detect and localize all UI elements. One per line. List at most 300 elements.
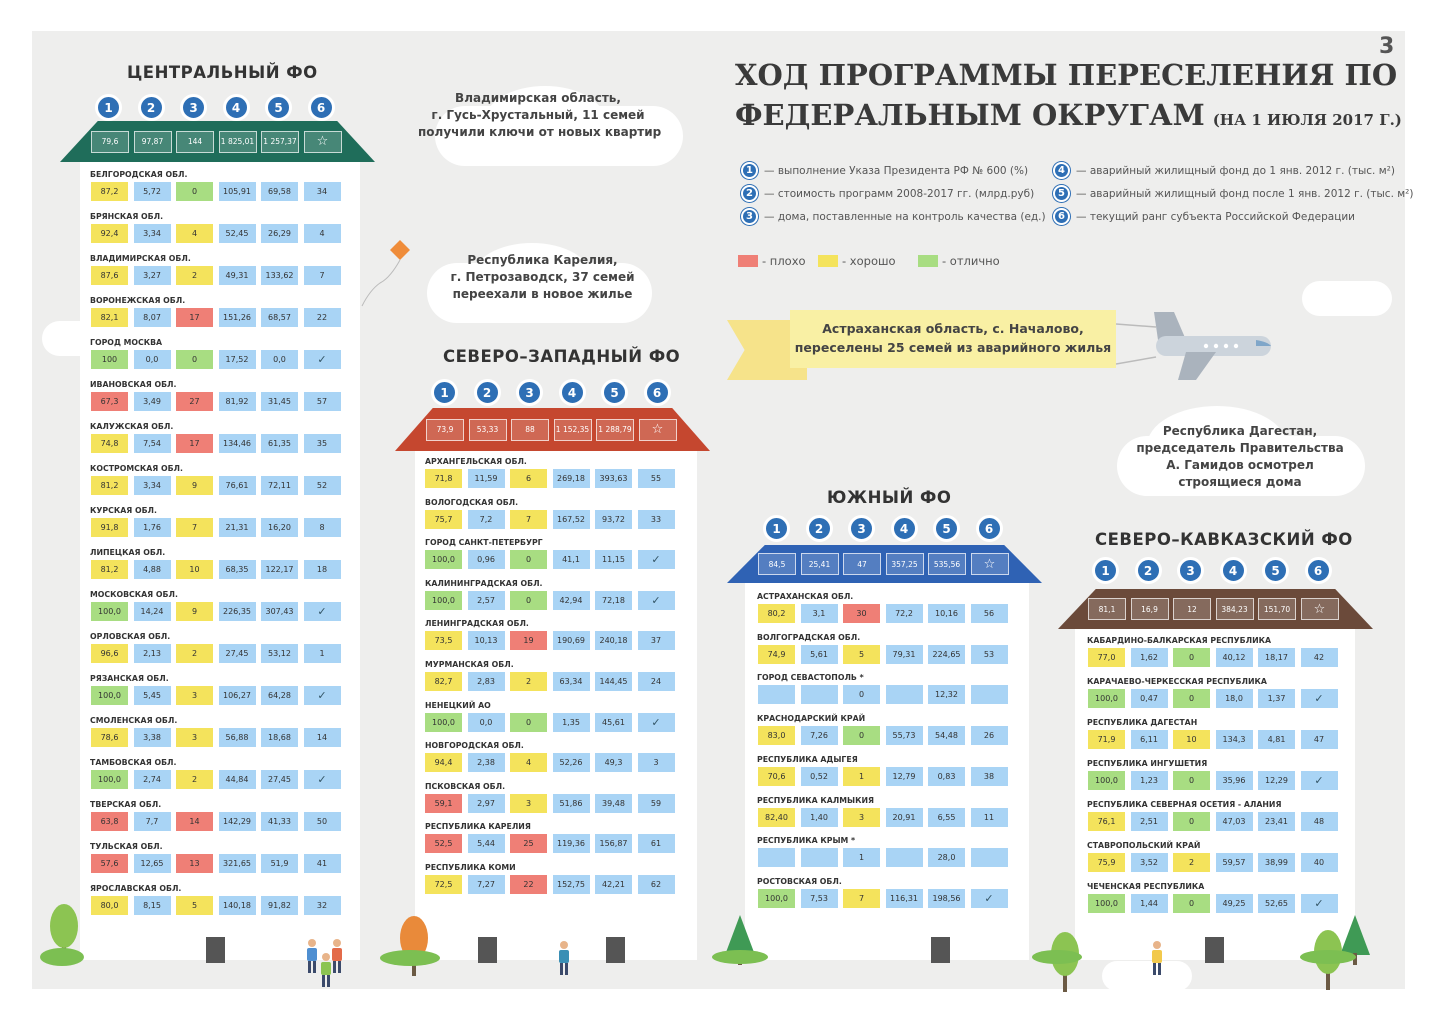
region-value: 7,7 — [133, 811, 172, 832]
region-name: МУРМАНСКАЯ ОБЛ. — [425, 660, 514, 669]
region-value — [800, 684, 839, 705]
checkmark-icon: ✓ — [303, 769, 342, 790]
region-value: 91,8 — [90, 517, 129, 538]
region-value: 321,65 — [218, 853, 257, 874]
bush-decoration — [380, 950, 440, 966]
region-value: 76,1 — [1087, 811, 1126, 832]
column-number-badge: 4 — [1220, 557, 1247, 584]
checkmark-icon: ✓ — [303, 685, 342, 706]
region-value: 41 — [303, 853, 342, 874]
rating-label: - плохо — [762, 254, 806, 268]
region-value: 0 — [1172, 811, 1211, 832]
region-value: 80,0 — [90, 895, 129, 916]
region-value — [885, 684, 924, 705]
region-value: 62 — [637, 874, 676, 895]
region-value: 31,45 — [260, 391, 299, 412]
district-title: СЕВЕРО–ЗАПАДНЫЙ ФО — [443, 347, 681, 366]
region-value: 3,34 — [133, 223, 172, 244]
region-value: 2 — [175, 265, 214, 286]
district-total: 84,5 — [758, 553, 796, 575]
region-value: 49,3 — [594, 752, 633, 773]
region-value: 11 — [970, 807, 1009, 828]
region-value: 7 — [303, 265, 342, 286]
region-name: КАБАРДИНО-БАЛКАРСКАЯ РЕСПУБЛИКА — [1087, 636, 1272, 645]
region-value: 119,36 — [552, 833, 591, 854]
region-value: 77,0 — [1087, 647, 1126, 668]
region-value: 55 — [637, 468, 676, 489]
district-total: 53,33 — [469, 419, 507, 441]
region-name: ТУЛЬСКАЯ ОБЛ. — [90, 842, 163, 851]
column-number-badge: 4 — [559, 379, 586, 406]
region-value: 92,4 — [90, 223, 129, 244]
region-value: 27 — [175, 391, 214, 412]
region-value: 151,26 — [218, 307, 257, 328]
cloud-line: получили ключи от новых квартир — [418, 125, 662, 139]
region-name: ГОРОД САНКТ-ПЕТЕРБУРГ — [425, 538, 543, 548]
district-total: 535,56 — [928, 553, 966, 575]
region-name: БЕЛГОРОДСКАЯ ОБЛ. — [90, 170, 188, 179]
column-number-badge: 2 — [474, 379, 501, 406]
child-icon — [319, 952, 333, 988]
region-value: 7,53 — [800, 888, 839, 909]
region-name: КОСТРОМСКАЯ ОБЛ. — [90, 464, 183, 473]
region-value: 72,18 — [594, 590, 633, 611]
region-value: 48 — [1300, 811, 1339, 832]
checkmark-icon: ✓ — [303, 601, 342, 622]
region-value: 0 — [842, 725, 881, 746]
region-value: 3,1 — [800, 603, 839, 624]
legend-item — [1053, 185, 1413, 202]
title-line2-text: ФЕДЕРАЛЬНЫМ ОКРУГАМ — [735, 98, 1205, 132]
region-value: 0 — [1172, 688, 1211, 709]
region-name: ЛЕНИНГРАДСКАЯ ОБЛ. — [425, 619, 529, 629]
region-value: 1,62 — [1130, 647, 1169, 668]
checkmark-icon: ✓ — [303, 349, 342, 370]
legend-item — [741, 208, 1046, 225]
region-value — [970, 847, 1009, 868]
region-value: 11,59 — [467, 468, 506, 489]
legend-number-badge: 1 — [741, 162, 758, 179]
region-value: 39,48 — [594, 793, 633, 814]
region-value: 4 — [509, 752, 548, 773]
region-value: 47 — [1300, 729, 1339, 750]
region-value: 1,76 — [133, 517, 172, 538]
district-total: 47 — [843, 553, 881, 575]
region-value — [757, 847, 796, 868]
region-value: 2,83 — [467, 671, 506, 692]
region-value: 0,0 — [260, 349, 299, 370]
district-total: 1 257,37 — [261, 131, 299, 153]
column-number-badge: 5 — [933, 515, 960, 542]
column-number-badge: 4 — [223, 94, 250, 121]
cloud-line: г. Гусь-Хрустальный, 11 семей — [431, 108, 645, 122]
region-value: 152,75 — [552, 874, 591, 895]
region-value: 79,31 — [885, 644, 924, 665]
column-number-badge: 5 — [601, 379, 628, 406]
cloud-line: Республика Дагестан, — [1162, 424, 1318, 438]
region-value: 105,91 — [218, 181, 257, 202]
region-value: 47,03 — [1215, 811, 1254, 832]
region-value: 2,38 — [467, 752, 506, 773]
region-value: 68,35 — [218, 559, 257, 580]
district-total: 1 288,79 — [596, 419, 634, 441]
region-value: 25 — [509, 833, 548, 854]
star-icon: ☆ — [304, 131, 342, 153]
district-total: 144 — [176, 131, 214, 153]
region-value: 0 — [1172, 893, 1211, 914]
region-value: 19 — [509, 630, 548, 651]
district-total: 88 — [511, 419, 549, 441]
region-value: 100,0 — [424, 712, 463, 733]
star-icon: ☆ — [1301, 598, 1339, 620]
airplane-icon — [1116, 312, 1276, 382]
region-value: 14 — [303, 727, 342, 748]
column-number-badge: 4 — [891, 515, 918, 542]
region-value: 81,2 — [90, 475, 129, 496]
region-value: 5 — [175, 895, 214, 916]
region-value: 100,0 — [1087, 893, 1126, 914]
column-number-badge: 2 — [138, 94, 165, 121]
region-name: РЕСПУБЛИКА КОМИ — [425, 863, 516, 872]
decor-cloud — [1102, 961, 1192, 989]
bush-decoration — [40, 948, 84, 966]
legend-label: — дома, поставленные на контроль качества (ед.) — [764, 210, 1046, 223]
region-value: 45,61 — [594, 712, 633, 733]
region-value: 69,58 — [260, 181, 299, 202]
region-name: РЕСПУБЛИКА ДАГЕСТАН — [1087, 718, 1198, 727]
region-name: СМОЛЕНСКАЯ ОБЛ. — [90, 716, 178, 725]
region-value: 83,0 — [757, 725, 796, 746]
region-value: 3,52 — [1130, 852, 1169, 873]
region-value: 18 — [303, 559, 342, 580]
region-value: 8,15 — [133, 895, 172, 916]
region-name: ВОРОНЕЖСКАЯ ОБЛ. — [90, 296, 186, 305]
legend-number-badge: 4 — [1053, 162, 1070, 179]
bush-decoration — [712, 950, 768, 964]
region-value: 71,9 — [1087, 729, 1126, 750]
column-number-badge: 3 — [516, 379, 543, 406]
region-name: КАРАЧАЕВО-ЧЕРКЕССКАЯ РЕСПУБЛИКА — [1087, 677, 1267, 686]
region-name: РЕСПУБЛИКА КАРЕЛИЯ — [425, 822, 531, 832]
region-value: 42,94 — [552, 590, 591, 611]
region-value: 91,82 — [260, 895, 299, 916]
region-value: 82,40 — [757, 807, 796, 828]
region-value: 26 — [970, 725, 1009, 746]
star-icon: ☆ — [639, 419, 677, 441]
region-value: 18,68 — [260, 727, 299, 748]
region-value: 5 — [842, 644, 881, 665]
region-value — [970, 684, 1009, 705]
region-value: 27,45 — [260, 769, 299, 790]
region-value: 52 — [303, 475, 342, 496]
region-value: 3 — [509, 793, 548, 814]
region-value: 0,47 — [1130, 688, 1169, 709]
region-value: 0 — [842, 684, 881, 705]
region-value: 17 — [175, 433, 214, 454]
region-value: 38,99 — [1257, 852, 1296, 873]
region-name: АСТРАХАНСКАЯ ОБЛ. — [757, 592, 854, 601]
region-value: 7,2 — [467, 509, 506, 530]
region-value: 2,97 — [467, 793, 506, 814]
region-name: КУРСКАЯ ОБЛ. — [90, 506, 157, 515]
checkmark-icon: ✓ — [1300, 893, 1339, 914]
legend-label: — выполнение Указа Президента РФ № 600 (%) — [764, 164, 1029, 177]
checkmark-icon: ✓ — [637, 549, 676, 570]
region-value: 53,12 — [260, 643, 299, 664]
column-number-badge: 5 — [1262, 557, 1289, 584]
checkmark-icon: ✓ — [1300, 688, 1339, 709]
checkmark-icon: ✓ — [970, 888, 1009, 909]
decor-cloud — [1302, 281, 1392, 316]
region-value: 2,51 — [1130, 811, 1169, 832]
region-value: 2 — [509, 671, 548, 692]
region-value: 190,69 — [552, 630, 591, 651]
region-name: КАЛУЖСКАЯ ОБЛ. — [90, 422, 174, 431]
region-name: ГОРОД СЕВАСТОПОЛЬ * — [757, 673, 864, 683]
district-title: ЦЕНТРАЛЬНЫЙ ФО — [127, 63, 318, 82]
region-value: 71,8 — [424, 468, 463, 489]
region-name: РЕСПУБЛИКА СЕВЕРНАЯ ОСЕТИЯ - АЛАНИЯ — [1087, 800, 1282, 809]
region-value: 96,6 — [90, 643, 129, 664]
person-icon — [557, 940, 571, 976]
region-name: ПСКОВСКАЯ ОБЛ. — [425, 781, 506, 791]
district-total: 1 825,01 — [219, 131, 257, 153]
region-value: 72,5 — [424, 874, 463, 895]
region-value: 40,12 — [1215, 647, 1254, 668]
cloud-line: переехали в новое жилье — [452, 287, 633, 301]
region-value: 0,0 — [133, 349, 172, 370]
region-value: 2,74 — [133, 769, 172, 790]
region-name: РЕСПУБЛИКА АДЫГЕЯ — [757, 754, 858, 764]
region-value: 100,0 — [1087, 688, 1126, 709]
cloud-line: председатель Правительства — [1136, 441, 1344, 455]
region-value: 3 — [175, 685, 214, 706]
region-value: 100,0 — [424, 590, 463, 611]
region-value: 50 — [303, 811, 342, 832]
region-value: 21,31 — [218, 517, 257, 538]
cloud-text-karelia — [430, 252, 655, 303]
building-door — [1205, 937, 1224, 963]
region-value: 0 — [175, 181, 214, 202]
region-value: 44,84 — [218, 769, 257, 790]
title-date: (НА 1 ИЮЛЯ 2017 Г.) — [1212, 111, 1402, 129]
region-value: 100,0 — [757, 888, 796, 909]
region-value: 57 — [303, 391, 342, 412]
region-name: БРЯНСКАЯ ОБЛ. — [90, 212, 164, 221]
region-value: 16,20 — [260, 517, 299, 538]
region-value: 307,43 — [260, 601, 299, 622]
region-value: 53 — [970, 644, 1009, 665]
district-total: 79,6 — [91, 131, 129, 153]
banner-line: Астраханская область, с. Началово, — [822, 321, 1084, 336]
district-total: 151,70 — [1258, 598, 1296, 620]
region-value: 23,41 — [1257, 811, 1296, 832]
checkmark-icon: ✓ — [637, 590, 676, 611]
region-value: 12,65 — [133, 853, 172, 874]
region-value: 0 — [509, 712, 548, 733]
region-value: 7 — [509, 509, 548, 530]
region-value: 55,73 — [885, 725, 924, 746]
region-value: 106,27 — [218, 685, 257, 706]
tree-icon — [394, 914, 434, 976]
bush-decoration — [1032, 950, 1082, 964]
region-value: 59,1 — [424, 793, 463, 814]
region-value: 0,52 — [800, 766, 839, 787]
cloud-line: А. Гамидов осмотрел — [1166, 458, 1314, 472]
region-value: 63,34 — [552, 671, 591, 692]
region-value: 52,26 — [552, 752, 591, 773]
region-value: 74,8 — [90, 433, 129, 454]
legend-label: — аварийный жилищный фонд после 1 янв. 2012 г. (тыс. м²) — [1076, 187, 1414, 200]
region-value: 5,61 — [800, 644, 839, 665]
region-value: 7 — [842, 888, 881, 909]
district-title: СЕВЕРО–КАВКАЗСКИЙ ФО — [1095, 530, 1353, 549]
column-number-badge: 6 — [976, 515, 1003, 542]
legend-number-badge: 6 — [1053, 208, 1070, 225]
region-value: 140,18 — [218, 895, 257, 916]
region-value: 12,79 — [885, 766, 924, 787]
region-value: 0 — [175, 349, 214, 370]
cloud-line: строящиеся дома — [1178, 475, 1302, 489]
region-value: 100,0 — [90, 769, 129, 790]
region-name: ТАМБОВСКАЯ ОБЛ. — [90, 758, 177, 767]
cloud-line: Владимирская область, — [455, 91, 621, 105]
region-value: 14 — [175, 811, 214, 832]
region-value: 61 — [637, 833, 676, 854]
region-value: 142,29 — [218, 811, 257, 832]
region-name: ВОЛГОГРАДСКАЯ ОБЛ. — [757, 632, 861, 642]
region-value: 17 — [175, 307, 214, 328]
region-value: 2,57 — [467, 590, 506, 611]
region-value: 28,0 — [927, 847, 966, 868]
region-value: 12,29 — [1257, 770, 1296, 791]
region-value: 10,16 — [927, 603, 966, 624]
column-number-badge: 3 — [848, 515, 875, 542]
column-number-badge: 3 — [180, 94, 207, 121]
region-value: 41,1 — [552, 549, 591, 570]
checkmark-icon: ✓ — [637, 712, 676, 733]
district-total: 12 — [1173, 598, 1211, 620]
region-value: 9 — [175, 475, 214, 496]
banner-line: переселены 25 семей из аварийного жилья — [794, 340, 1112, 355]
column-number-badge: 6 — [1305, 557, 1332, 584]
region-value: 64,28 — [260, 685, 299, 706]
building-door — [478, 937, 497, 963]
rating-swatch — [818, 254, 896, 268]
region-name: РЕСПУБЛИКА КРЫМ * — [757, 836, 856, 846]
region-value: 240,18 — [594, 630, 633, 651]
legend-number-badge: 2 — [741, 185, 758, 202]
region-value: 100,0 — [90, 601, 129, 622]
region-value: 7,54 — [133, 433, 172, 454]
region-value: 51,9 — [260, 853, 299, 874]
region-value: 75,9 — [1087, 852, 1126, 873]
legend-item — [1053, 162, 1395, 179]
region-value: 0,0 — [467, 712, 506, 733]
region-value: 72,2 — [885, 603, 924, 624]
region-value: 17,52 — [218, 349, 257, 370]
region-value: 26,29 — [260, 223, 299, 244]
region-value: 42 — [1300, 647, 1339, 668]
region-name: ЛИПЕЦКАЯ ОБЛ. — [90, 548, 166, 557]
region-value: 3,49 — [133, 391, 172, 412]
legend-number-badge: 5 — [1053, 185, 1070, 202]
region-value: 72,11 — [260, 475, 299, 496]
region-name: КАЛИНИНГРАДСКАЯ ОБЛ. — [425, 578, 543, 588]
region-value: 134,46 — [218, 433, 257, 454]
region-value: 7 — [175, 517, 214, 538]
region-value: 18,17 — [1257, 647, 1296, 668]
legend-item — [741, 162, 1028, 179]
region-value — [885, 847, 924, 868]
region-value: 22 — [509, 874, 548, 895]
region-value: 61,35 — [260, 433, 299, 454]
region-value: 7,26 — [800, 725, 839, 746]
region-value: 10 — [175, 559, 214, 580]
region-value: 52,65 — [1257, 893, 1296, 914]
region-value: 54,48 — [927, 725, 966, 746]
district-total: 357,25 — [886, 553, 924, 575]
region-value: 224,65 — [927, 644, 966, 665]
region-name: НОВГОРОДСКАЯ ОБЛ. — [425, 741, 524, 751]
region-value: 8 — [303, 517, 342, 538]
region-value: 70,6 — [757, 766, 796, 787]
region-value: 3 — [175, 727, 214, 748]
region-value: 0 — [509, 549, 548, 570]
column-number-badge: 1 — [763, 515, 790, 542]
region-name: ИВАНОВСКАЯ ОБЛ. — [90, 380, 177, 389]
region-value: 2,13 — [133, 643, 172, 664]
region-value: 4,88 — [133, 559, 172, 580]
region-value: 40 — [1300, 852, 1339, 873]
region-value: 68,57 — [260, 307, 299, 328]
region-value: 20,91 — [885, 807, 924, 828]
region-value: 226,35 — [218, 601, 257, 622]
region-value: 33 — [637, 509, 676, 530]
region-value: 2 — [1172, 852, 1211, 873]
region-value: 51,86 — [552, 793, 591, 814]
region-value: 76,61 — [218, 475, 257, 496]
region-name: КРАСНОДАРСКИЙ КРАЙ — [757, 714, 866, 724]
cloud-text-dagestan — [1120, 423, 1360, 491]
region-value: 87,2 — [90, 181, 129, 202]
region-value: 1,35 — [552, 712, 591, 733]
region-value — [800, 847, 839, 868]
district-total: 16,9 — [1131, 598, 1169, 620]
region-value: 0 — [509, 590, 548, 611]
region-name: МОСКОВСКАЯ ОБЛ. — [90, 590, 178, 599]
building-door — [606, 937, 625, 963]
region-value: 24 — [637, 671, 676, 692]
region-value: 156,87 — [594, 833, 633, 854]
cloud-text-vladimir — [418, 90, 662, 141]
region-name: ТВЕРСКАЯ ОБЛ. — [90, 800, 162, 809]
region-value: 144,45 — [594, 671, 633, 692]
region-value: 0,96 — [467, 549, 506, 570]
region-value: 1,37 — [1257, 688, 1296, 709]
kite-icon — [360, 238, 420, 308]
region-value: 269,18 — [552, 468, 591, 489]
legend-label: — текущий ранг субъекта Российской Федерации — [1076, 210, 1355, 223]
cloud-line: г. Петрозаводск, 37 семей — [450, 270, 635, 284]
region-value: 4 — [175, 223, 214, 244]
region-name: РЕСПУБЛИКА ИНГУШЕТИЯ — [1087, 759, 1208, 768]
region-value: 22 — [303, 307, 342, 328]
column-number-badge: 3 — [1177, 557, 1204, 584]
rating-color-swatch — [818, 255, 838, 267]
person-icon — [1150, 940, 1164, 976]
building-door — [206, 937, 225, 963]
